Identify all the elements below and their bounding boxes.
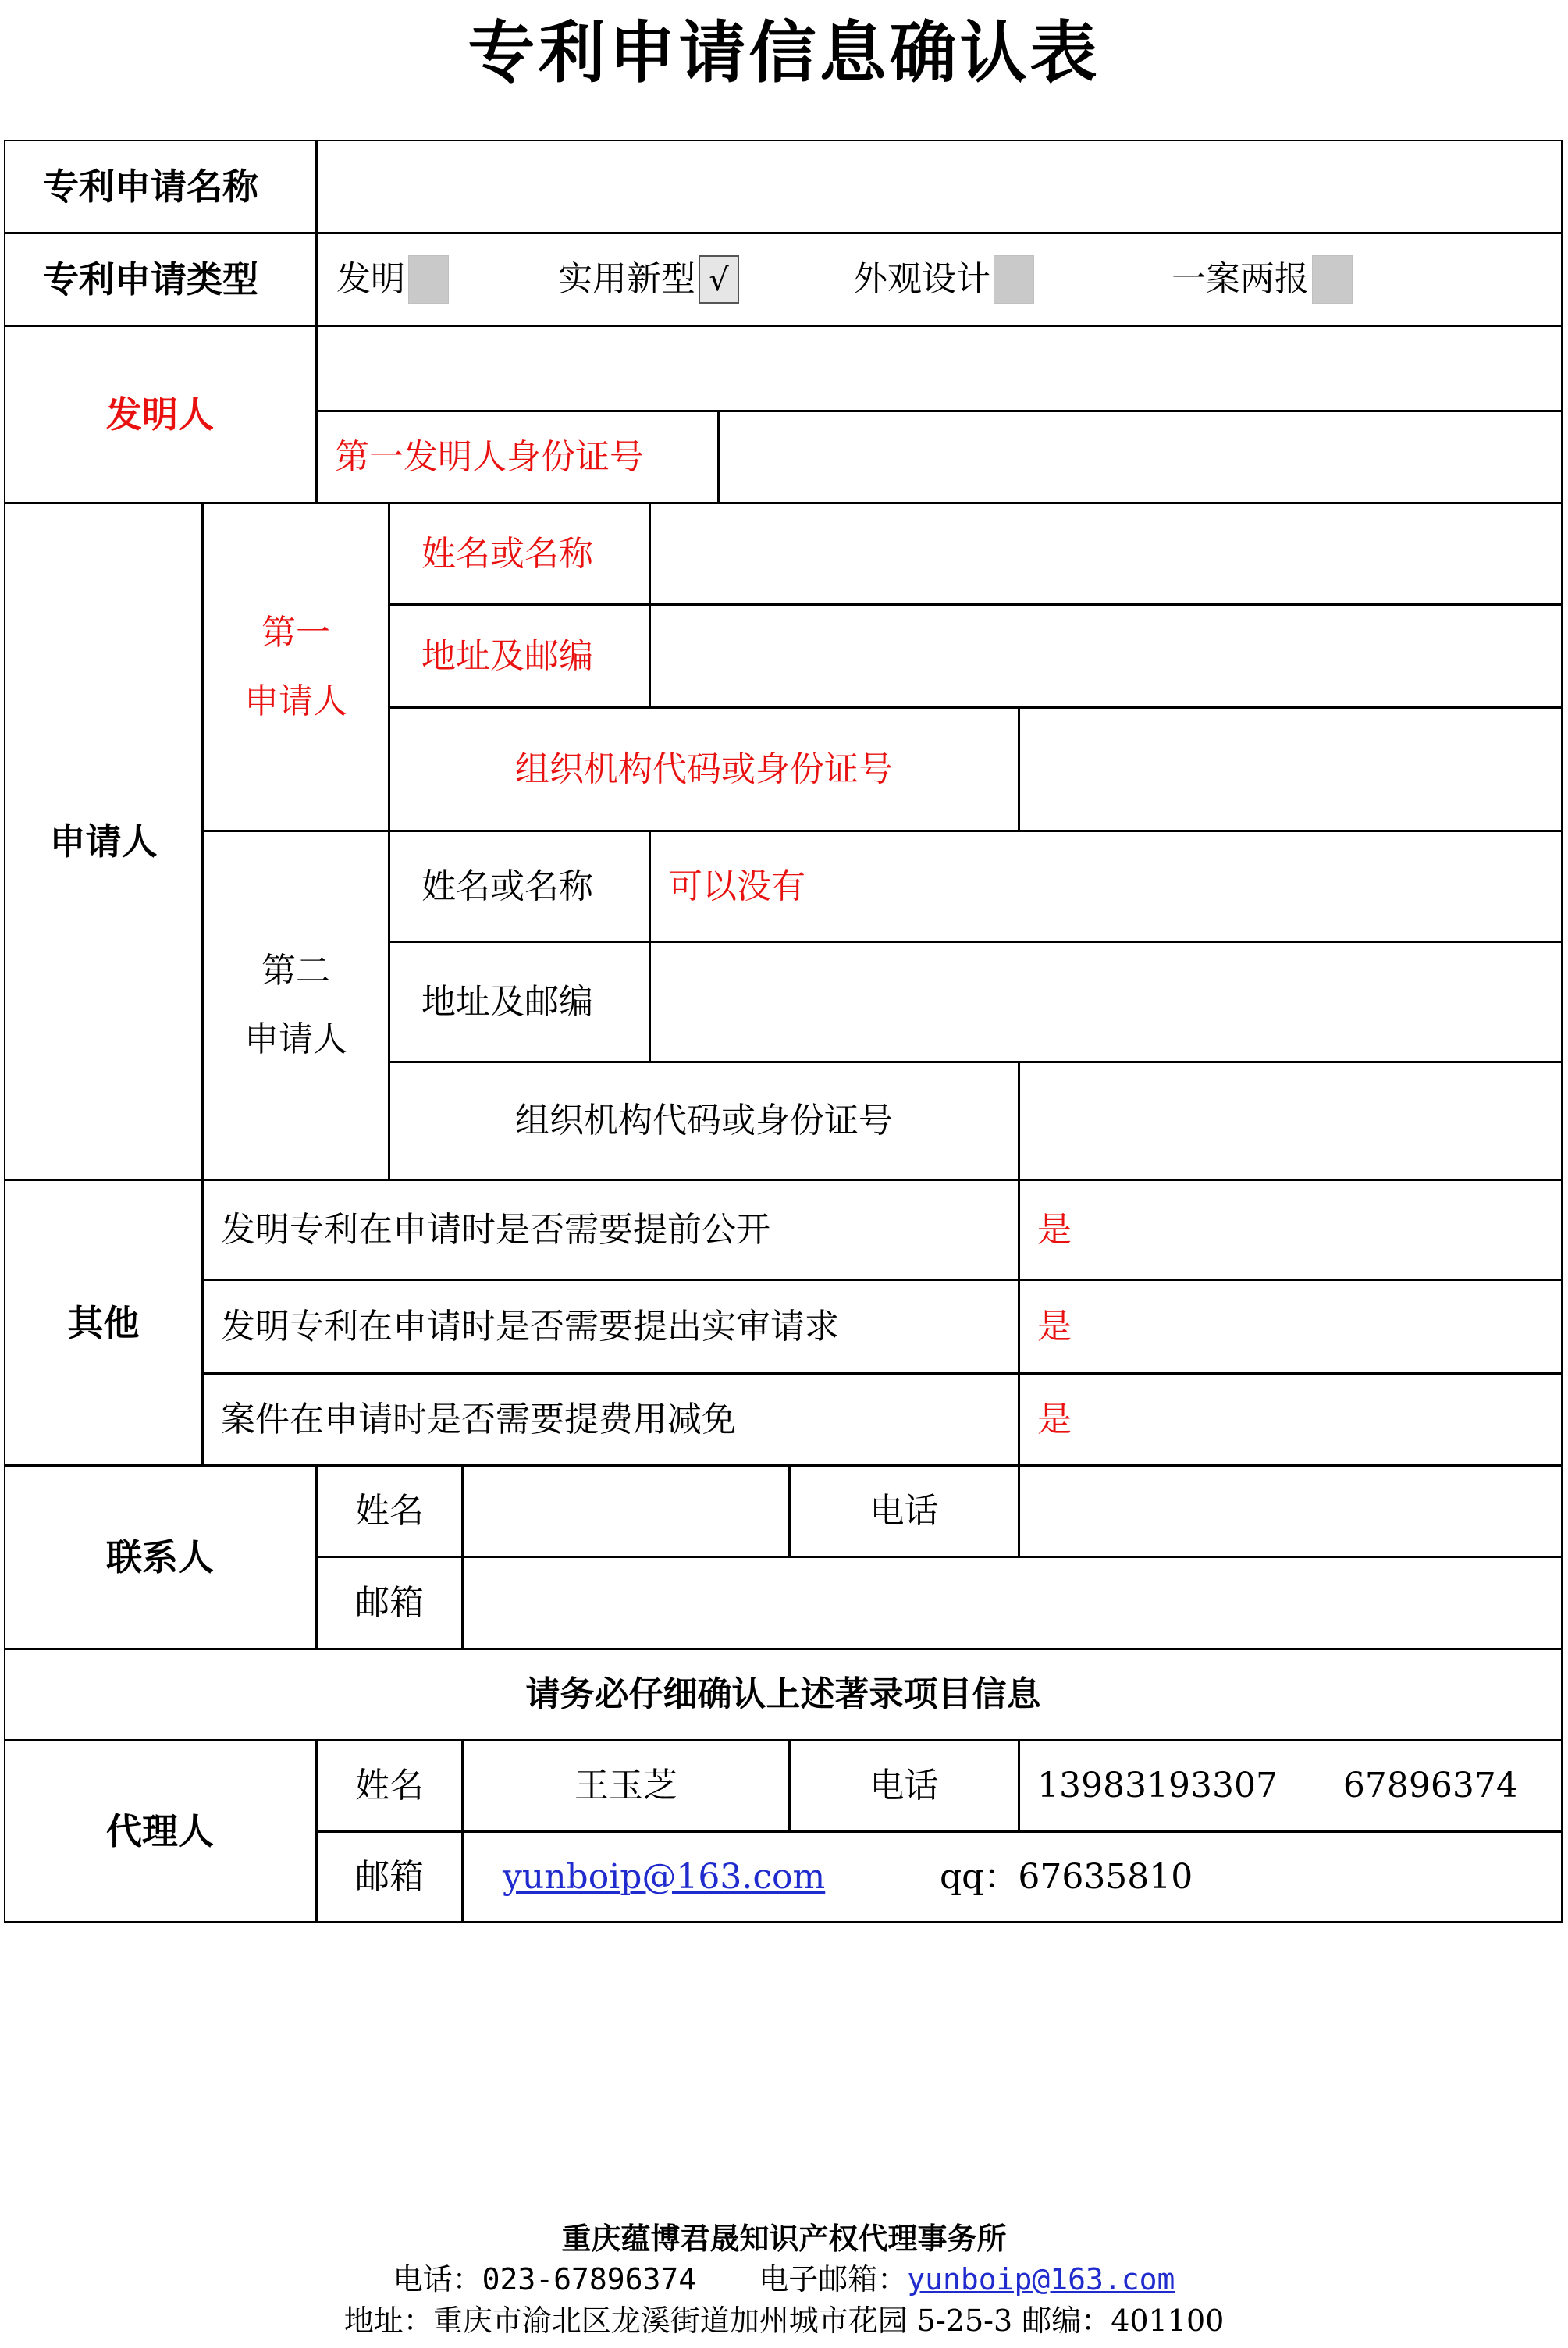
answer-3-text: 是: [1037, 1399, 1072, 1439]
contact-phone-label: [789, 1465, 1019, 1557]
inventor-id-label-text: 第一发明人身份证号: [335, 436, 644, 477]
first-applicant-name-label: [389, 503, 650, 605]
second-name-value: 可以没有: [668, 866, 805, 906]
patent-type-label-text: 专利申请类型: [43, 258, 258, 301]
inventor-id-field[interactable]: [718, 411, 1563, 503]
footer-contact: [0, 2260, 1568, 2299]
patent-type-options: [316, 233, 1563, 326]
contact-name-label-text: 姓名: [355, 1491, 424, 1531]
other-question-3: [202, 1373, 1019, 1466]
inventor-id-label: [316, 411, 719, 503]
agent-qq: qq：67635810: [940, 1856, 1193, 1897]
type-option-design[interactable]: [853, 255, 1034, 304]
second-applicant-name-field[interactable]: [649, 831, 1563, 942]
second-applicant-address-label: [389, 941, 650, 1062]
type-design-checkbox[interactable]: [994, 255, 1034, 304]
footer-address: 地址：重庆市渝北区龙溪街道加州城市花园 5-25-3 邮编：401100: [343, 2304, 1225, 2338]
agent-name-field: [462, 1740, 790, 1832]
first-name-label-text: 姓名或名称: [421, 533, 593, 574]
type-utility-label: 实用新型: [558, 259, 695, 299]
page-title: 专利申请信息确认表: [468, 14, 1100, 92]
notice-row: [4, 1649, 1563, 1741]
agent-email-label-text: 邮箱: [355, 1856, 424, 1897]
second-code-label-text: 组织机构代码或身份证号: [515, 1101, 893, 1140]
type-design-label: 外观设计: [853, 259, 990, 299]
inventor-label: [4, 326, 316, 503]
type-utility-checkbox[interactable]: √: [699, 255, 739, 304]
agent-phone-field: [1019, 1740, 1563, 1832]
agent-label: [4, 1740, 316, 1923]
agent-name-label: [316, 1740, 463, 1832]
other-answer-3[interactable]: [1019, 1373, 1563, 1466]
type-option-invention[interactable]: [336, 255, 449, 304]
footer-email-link[interactable]: yunboip@163.com: [907, 2262, 1175, 2296]
first-applicant-code-label: [389, 707, 1019, 831]
first-applicant-line2: 申请人: [244, 681, 347, 721]
footer-email-label: 电子邮箱：: [759, 2262, 908, 2296]
first-applicant-code-field[interactable]: [1019, 707, 1563, 831]
answer-2-text: 是: [1037, 1306, 1072, 1347]
second-applicant-name-label: [389, 831, 650, 942]
contact-email-label: [316, 1556, 463, 1649]
agent-phone-label: [789, 1740, 1019, 1832]
type-invention-label: 发明: [336, 259, 405, 299]
patent-name-field[interactable]: [316, 140, 1563, 233]
footer-phone: 023-67896374: [482, 2262, 697, 2296]
second-applicant-line1: 第二: [261, 951, 330, 991]
first-applicant-name-field[interactable]: [649, 503, 1563, 605]
agent-phone-label-text: 电话: [869, 1766, 939, 1805]
first-code-label-text: 组织机构代码或身份证号: [515, 749, 893, 789]
contact-email-field[interactable]: [462, 1556, 1563, 1649]
contact-name-label: [316, 1465, 463, 1557]
type-dual-checkbox[interactable]: [1312, 255, 1353, 304]
patent-name-label: [4, 140, 316, 233]
second-address-label-text: 地址及邮编: [421, 981, 593, 1022]
second-applicant-address-field[interactable]: [649, 941, 1563, 1062]
first-applicant-line1: 第一: [261, 612, 330, 653]
agent-label-text: 代理人: [106, 1810, 214, 1852]
type-option-dual-filing[interactable]: [1172, 255, 1353, 304]
type-dual-label: 一案两报: [1172, 259, 1309, 299]
other-label-text: 其他: [67, 1301, 140, 1344]
footer-company: 重庆蕴博君晟知识产权代理事务所: [561, 2222, 1007, 2256]
second-applicant-line2: 申请人: [244, 1019, 347, 1059]
other-question-2: [202, 1279, 1019, 1374]
notice-text: 请务必仔细确认上述著录项目信息: [525, 1674, 1041, 1714]
agent-email-field: [462, 1831, 1563, 1923]
agent-email-label: [316, 1831, 463, 1923]
agent-email-link[interactable]: yunboip@163.com: [503, 1856, 826, 1897]
other-label: [4, 1179, 203, 1466]
second-name-label-text: 姓名或名称: [421, 866, 593, 906]
question-1-text: 发明专利在申请时是否需要提前公开: [221, 1209, 770, 1250]
second-applicant-code-field[interactable]: [1019, 1062, 1563, 1180]
patent-type-label: [4, 233, 316, 326]
contact-label: [4, 1465, 316, 1649]
contact-email-label-text: 邮箱: [355, 1582, 424, 1623]
other-answer-2[interactable]: [1019, 1279, 1563, 1374]
type-option-utility-model[interactable]: [558, 255, 739, 304]
answer-1-text: 是: [1037, 1209, 1072, 1250]
second-applicant-code-label: [389, 1062, 1019, 1180]
first-applicant-label: [202, 503, 389, 831]
agent-name-label-text: 姓名: [355, 1766, 424, 1805]
contact-name-field[interactable]: [462, 1465, 790, 1557]
footer-phone-label: 电话：: [393, 2262, 482, 2296]
contact-phone-label-text: 电话: [869, 1491, 939, 1531]
patent-name-label-text: 专利申请名称: [43, 165, 258, 208]
applicant-label-text: 申请人: [49, 820, 158, 863]
inventor-field[interactable]: [316, 326, 1563, 411]
agent-name-value: 王玉芝: [574, 1766, 677, 1805]
inventor-label-text: 发明人: [106, 393, 214, 436]
second-applicant-label: [202, 831, 389, 1180]
type-invention-checkbox[interactable]: [408, 255, 449, 304]
agent-phone-value: 13983193307 67896374: [1037, 1766, 1518, 1805]
first-applicant-address-field[interactable]: [649, 604, 1563, 708]
contact-phone-field[interactable]: [1019, 1465, 1563, 1557]
other-answer-1[interactable]: [1019, 1179, 1563, 1280]
other-question-1: [202, 1179, 1019, 1280]
first-applicant-address-label: [389, 604, 650, 708]
confirmation-form: [5, 141, 1562, 1923]
first-address-label-text: 地址及邮编: [421, 635, 593, 676]
contact-label-text: 联系人: [106, 1536, 214, 1578]
question-2-text: 发明专利在申请时是否需要提出实审请求: [221, 1306, 839, 1347]
applicant-label: [4, 503, 203, 1180]
question-3-text: 案件在申请时是否需要提费用减免: [221, 1399, 736, 1439]
